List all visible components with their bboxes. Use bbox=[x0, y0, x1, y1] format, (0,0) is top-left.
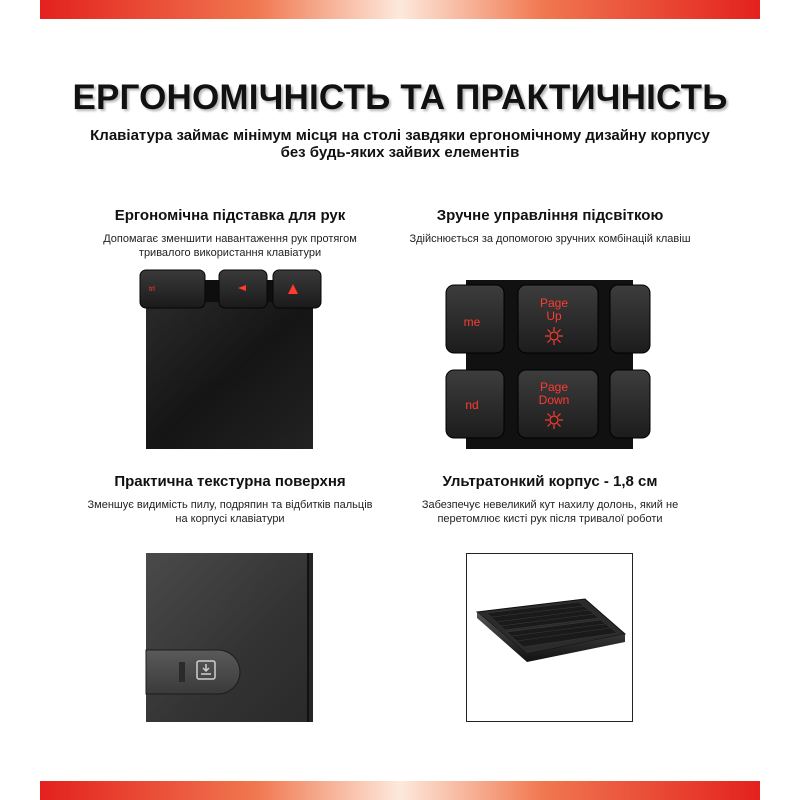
ctrl-key-label: trl bbox=[149, 286, 155, 293]
bottom-gradient-band bbox=[40, 781, 760, 800]
feature-description: Зменшує видимість пилу, подряпин та відбитків пальців на корпусі клавіатури bbox=[87, 499, 373, 525]
feature-title: Практична текстурна поверхня bbox=[114, 473, 346, 490]
thin-keyboard-photo bbox=[466, 553, 633, 722]
page-up-label-line1: Page bbox=[539, 296, 569, 310]
feature-backlight-control bbox=[400, 207, 700, 246]
feature-ultrathin-body bbox=[400, 473, 700, 526]
page-down-label-line2: Down bbox=[538, 393, 570, 407]
palm-rest-photo bbox=[146, 280, 313, 449]
top-gradient-band bbox=[40, 0, 760, 19]
end-key-label: nd bbox=[465, 398, 479, 412]
feature-description: Здійснюється за допомогою зручних комбінацій клавіш bbox=[409, 233, 691, 245]
home-key-label: me bbox=[463, 315, 481, 329]
page-subtitle: Клавіатура займає мінімум місця на столі завдяки ергономічному дизайну корпусу без будь-яких зайвих елементів bbox=[90, 127, 710, 161]
feature-description: Забезпечує невеликий кут нахилу долонь, який не перетомлює кисті рук після тривалої роботи bbox=[421, 499, 679, 525]
feature-description: Допомагає зменшити навантаження рук протягом тривалого використання клавіатури bbox=[103, 233, 357, 259]
texture-surface-photo bbox=[146, 553, 313, 722]
page-down-label-line1: Page bbox=[539, 380, 569, 394]
feature-title: Ультратонкий корпус - 1,8 см bbox=[442, 473, 658, 490]
feature-palm-rest bbox=[80, 207, 380, 260]
indicator-slot bbox=[179, 662, 185, 682]
feature-title: Ергономічна підставка для рук bbox=[114, 207, 346, 224]
page-up-label-line2: Up bbox=[546, 309, 562, 323]
backlit-keys-photo bbox=[463, 280, 633, 449]
page-title: ЕРГОНОМІЧНІСТЬ ТА ПРАКТИЧНІСТЬ bbox=[72, 78, 728, 117]
feature-title: Зручне управління підсвіткою bbox=[436, 207, 664, 224]
feature-texture-surface bbox=[80, 473, 380, 526]
